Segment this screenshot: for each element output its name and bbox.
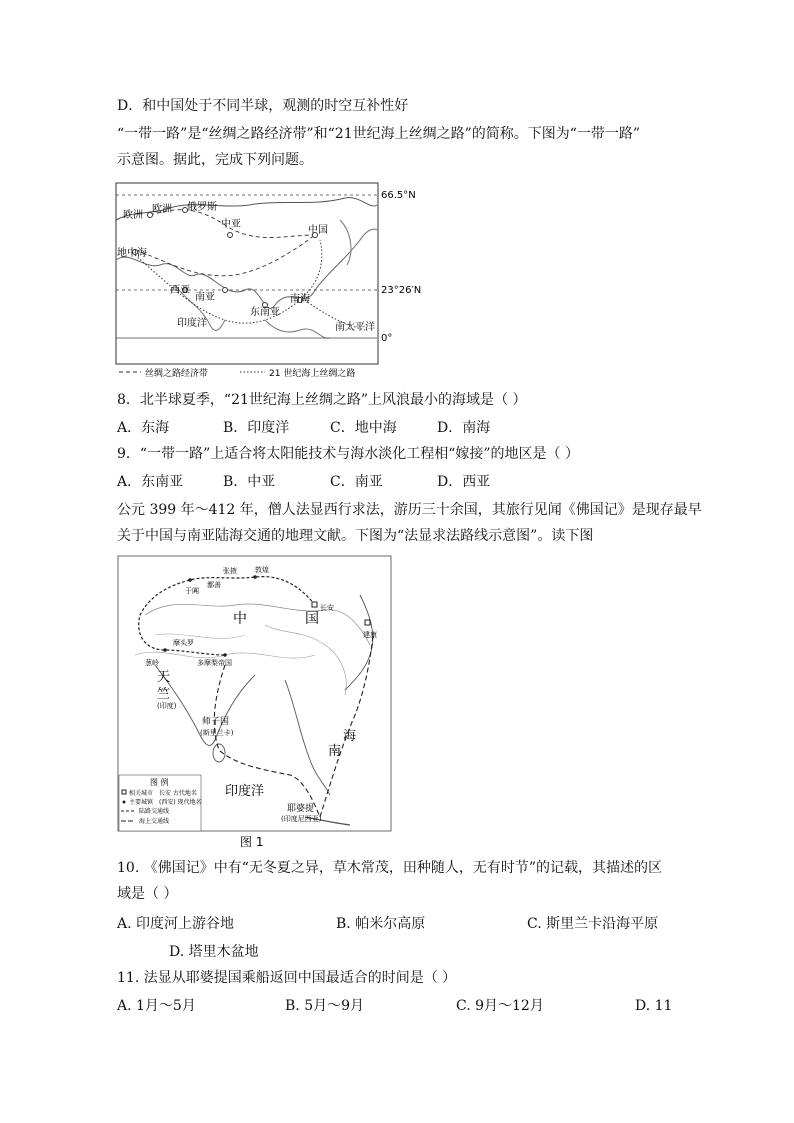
label-china-1: 中 xyxy=(233,611,247,627)
place-label: 欧洲 xyxy=(152,204,172,215)
place-label: 中国 xyxy=(308,225,328,236)
label-duomoli: 多摩梨帝国 xyxy=(197,659,232,667)
q9-option-b[interactable]: B．中亚 xyxy=(223,474,276,490)
q10-option-c[interactable]: C. 斯里兰卡沿海平原 xyxy=(527,916,659,932)
label-shiziguo: 师子国 xyxy=(202,717,230,727)
label-dunhuang: 敦煌 xyxy=(255,566,269,574)
question-9: 9．“一带一路”上适合将太阳能技术与海水淡化工程相“嫁接”的地区是（ ） xyxy=(117,446,579,462)
label-changan: 长安 xyxy=(320,604,334,612)
place-label: 地中海 xyxy=(117,248,147,259)
q8-option-d[interactable]: D．南海 xyxy=(437,420,491,436)
lat-label-tropic: 23°26′N xyxy=(381,285,422,296)
question-8: 8．北半球夏季，“21世纪海上丝绸之路”上风浪最小的海域是（ ） xyxy=(117,392,527,408)
legend-item: 相关城市 xyxy=(129,790,154,797)
legend-example: 长安 古代地名 xyxy=(159,790,197,797)
faxian-route-map xyxy=(115,555,395,850)
question-10-line-1: 10. 《佛国记》中有“无冬夏之异，草木常茂，田种随人，无有时节”的记载，其描述的区 xyxy=(117,860,663,876)
place-label: 东南亚 xyxy=(250,307,280,318)
label-zhangye: 张掖 xyxy=(223,567,237,575)
lat-label-equator: 0° xyxy=(381,333,393,344)
q10-option-b[interactable]: B. 帕米尔高原 xyxy=(336,916,426,932)
place-label: 南亚 xyxy=(195,292,215,303)
label-yepoti: 耶婆提 xyxy=(287,804,315,814)
q10-option-d[interactable]: D. 塔里木盆地 xyxy=(169,944,259,960)
label-tianzhu-2: 竺 xyxy=(157,687,171,702)
q8-option-a[interactable]: A．东海 xyxy=(117,420,170,436)
q11-option-b[interactable]: B. 5月～9月 xyxy=(285,998,365,1014)
place-label: 欧洲 xyxy=(123,210,143,221)
place-label: 中亚 xyxy=(221,219,241,230)
legend-title: 图 例 xyxy=(150,778,169,787)
q8-option-b[interactable]: B．印度洋 xyxy=(223,420,290,436)
label-china-2: 国 xyxy=(305,611,319,627)
passage-intro-line-1: “一带一路”是“丝绸之路经济带”和“21世纪海上丝绸之路”的简称。下图为“一带一路” xyxy=(117,126,641,142)
q9-option-d[interactable]: D．西亚 xyxy=(437,474,491,490)
label-sri-lanka: (斯里兰卡) xyxy=(200,729,234,737)
legend-item: 陆路交通线 xyxy=(139,808,170,815)
label-jiankang: 建康 xyxy=(363,631,377,639)
question-11: 11. 法显从耶婆提国乘船返回中国最适合的时间是（ ） xyxy=(117,970,457,986)
q11-option-a[interactable]: A. 1月～5月 xyxy=(117,998,196,1014)
q10-option-a[interactable]: A. 印度河上游谷地 xyxy=(117,916,235,932)
legend-item: 主要城镇 xyxy=(129,799,154,806)
label-indonesia: (印度尼西亚) xyxy=(281,815,322,823)
place-label: 南海 xyxy=(290,294,310,305)
figure-label: 图 1 xyxy=(240,835,264,849)
place-label: 西亚 xyxy=(170,285,190,296)
label-shanshan: 鄯善 xyxy=(207,581,221,589)
label-indian-ocean: 印度洋 xyxy=(225,784,265,799)
legend-example: (西安) 现代地名 xyxy=(159,799,202,806)
legend-silk-road: 丝绸之路经济带 xyxy=(145,369,209,379)
q11-option-c[interactable]: C. 9月～12月 xyxy=(456,998,544,1014)
passage-intro-line-2: 示意图。据此，完成下列问题。 xyxy=(117,152,313,168)
place-label: 印度洋 xyxy=(177,318,207,329)
question-10-line-2: 域是（ ） xyxy=(117,886,178,902)
passage-faxian-line-2: 关于中国与南亚陆海交通的地理文献。下图为“法显求法路线示意图”。读下图 xyxy=(117,528,594,544)
label-motouluo: 摩头罗 xyxy=(173,639,194,647)
question-option-d-previous: D．和中国处于不同半球，观测的时空互补性好 xyxy=(117,98,409,114)
label-congling: 葱岭 xyxy=(145,659,159,667)
label-south-sea-2: 南 xyxy=(328,744,342,759)
q11-option-d[interactable]: D. 11 xyxy=(635,998,673,1014)
place-label: 俄罗斯 xyxy=(187,202,217,213)
belt-and-road-map xyxy=(115,180,422,380)
passage-faxian-line-1: 公元 399 年～412 年，僧人法显西行求法，游历三十余国，其旅行见闻《佛国记》是现存最早 xyxy=(117,502,702,518)
place-label: 南太平洋 xyxy=(335,322,375,333)
q8-option-c[interactable]: C．地中海 xyxy=(330,420,397,436)
legend-maritime-road: 21 世纪海上丝绸之路 xyxy=(269,369,356,379)
legend-item: 海上交通线 xyxy=(139,818,170,825)
lat-label-arctic: 66.5°N xyxy=(381,190,416,201)
q9-option-a[interactable]: A．东南亚 xyxy=(117,474,184,490)
q9-option-c[interactable]: C．南亚 xyxy=(330,474,383,490)
label-yutian: 于阗 xyxy=(185,587,199,595)
label-tianzhu-1: 天 xyxy=(157,670,171,685)
label-south-sea-1: 海 xyxy=(343,729,357,744)
label-india: (印度) xyxy=(157,702,177,710)
